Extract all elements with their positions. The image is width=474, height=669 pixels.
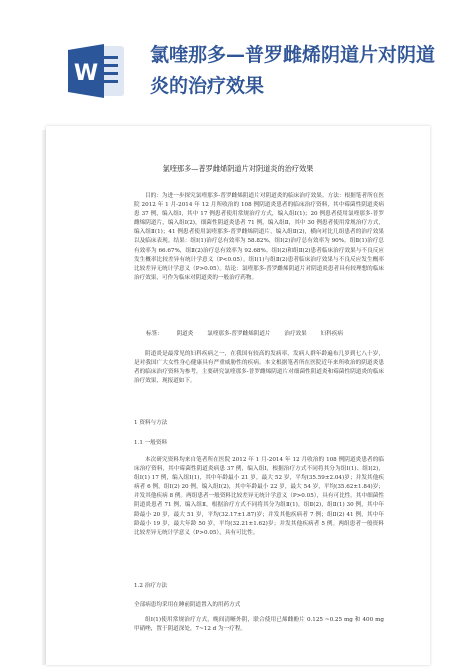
keyword: 阴道炎 [176, 331, 194, 337]
word-icon [66, 40, 128, 102]
subsection-heading: 1.1 一般资料 [134, 440, 168, 446]
document-title: 氯喹那多—普罗雌烯阴道片对阴道炎的治疗效果 [150, 44, 436, 97]
section-heading: 1 资料与方法 [134, 420, 168, 426]
introduction [134, 350, 384, 386]
abstract-text: 目的：为进一步探究氯喹那多-普罗雌烯阴道片对阴道炎的临床治疗效果。方法：根据笔者所在医院 2012 年 1 月-2014 年 12 月所收治的 108 例阴道炎患者的临床治疗资料，其中霉菌性阴道炎病患 37 例，编入组Ⅰ，其中 17 例患者使用常规治疗方式，编入组Ⅰ(1)；20 例患者使用氯喹那多-普罗雌烯阴道片，编入组Ⅰ(2)，细菌性阴道炎患者 71 例，编入组Ⅱ，其中 30 例患者使用常规治疗方式，编入组Ⅱ(1)；41 例患者使用氯喹那多-普罗雌烯阴道片，编入组Ⅱ(2)，横向对比几组患者的治疗效果以及临床表现。结果：组Ⅰ(1)治疗总有效率为 58.82%，组Ⅰ(2)治疗总有效率为 90%。组Ⅱ(1)治疗总有效率为 66.67%，组Ⅱ(2)治疗总有效率为 92.68%。组Ⅰ(2)和组Ⅱ(2)患者临床治疗效果与不良反应发生概率比较差异有统计学意义（P<0.05）。组Ⅰ(1)与组Ⅱ(2)患者临床治疗效果与不良反应发生概率比较差异无统计学意义（P>0.05）。结论：氯喹那多-普罗雌烯阴道片对阴道炎患者具有较理想的临床治疗效果，可作为临床对阴道炎的一般治疗药物。 [134, 193, 384, 281]
general-data [134, 456, 384, 538]
method-text: 组Ⅰ(1)使用常规治疗方式，晚间清晰外阴，联合使用已烯雌酚片 0.125 ~0.25 mg 和 400 mg 甲硝唑，置于阴道深处，7~12 d 为一疗程。 [134, 617, 384, 633]
keywords [146, 329, 386, 337]
keyword: 妇科疾病 [320, 331, 343, 337]
svg-text:W: W [73, 61, 99, 86]
abstract [134, 192, 384, 283]
intro-text: 阴道炎是最常见的妇科疾病之一，在我国有较高的发病率，发病人群年龄遍布几岁到七八十岁，是对我国广大女性身心健康具有严重威胁性的疾病。本文根据笔者所在医院近年来所收治的阴道炎患者的临床治疗资料为参考，主要研究氯喹那多-普罗雌烯阴道片对细菌性阴道炎和霉菌性阴道炎的临床治疗效果，现报道如下。 [134, 351, 384, 385]
subsection-heading: 1.2 治疗方法 [134, 583, 168, 589]
keyword: 治疗效果 [284, 331, 307, 337]
general-data-text: 本次研究资料均来自笔者所在医院 2012 年 1 月-2014 年 12 月收治的 108 例阴道炎患者的临床治疗资料，其中霉菌性阴道炎病患 37 例，编入组Ⅰ，根据治疗方式不同将其分为组Ⅰ(1)、组Ⅰ(2)，组Ⅰ(1) 17 例，编入组Ⅰ(1)，其中年龄最小 21 岁，最大 52 岁，平均(35.59±2.04)岁；并发其他疾病者 6 例，组Ⅰ(2) 20 例，编入组Ⅰ(2)，其中年龄最小 22 岁，最大 54 岁，平均(35.62±1.84)岁；并发其他疾病 8 例。两组患者一般资料比较差异无统计学意义（P>0.05），具有可比性。其中细菌性阴道炎患者 71 例，编入组Ⅱ，根据治疗方式不同将其分为组Ⅱ(1)，组Ⅱ(2)，组Ⅱ(1) 30 例，其中年龄最小 20 岁，最大 51 岁，平均(32.17±1.87)岁；并发其他疾病者 7 例；组Ⅱ(2) 41 例，其中年龄最小 19 岁，最大年龄 50 岁，平均(32.21±1.62)岁；并发其他疾病者 5 例。两组患者一般资料比较差异无统计学意义（P>0.05），具有可比性。 [134, 457, 384, 536]
document-page [46, 126, 430, 665]
keyword: 氯喹那多-普罗雌烯阴道片 [207, 331, 271, 337]
document-header [0, 0, 474, 125]
keyword-label: 标签： [146, 331, 163, 337]
method-intro: 全部病患均采用在睡前阴道置入的用药方式 [134, 602, 241, 608]
paper-title: 氯喹那多—普罗雌烯阴道片对阴道炎的治疗效果 [162, 164, 314, 173]
treatment-method [134, 616, 384, 634]
